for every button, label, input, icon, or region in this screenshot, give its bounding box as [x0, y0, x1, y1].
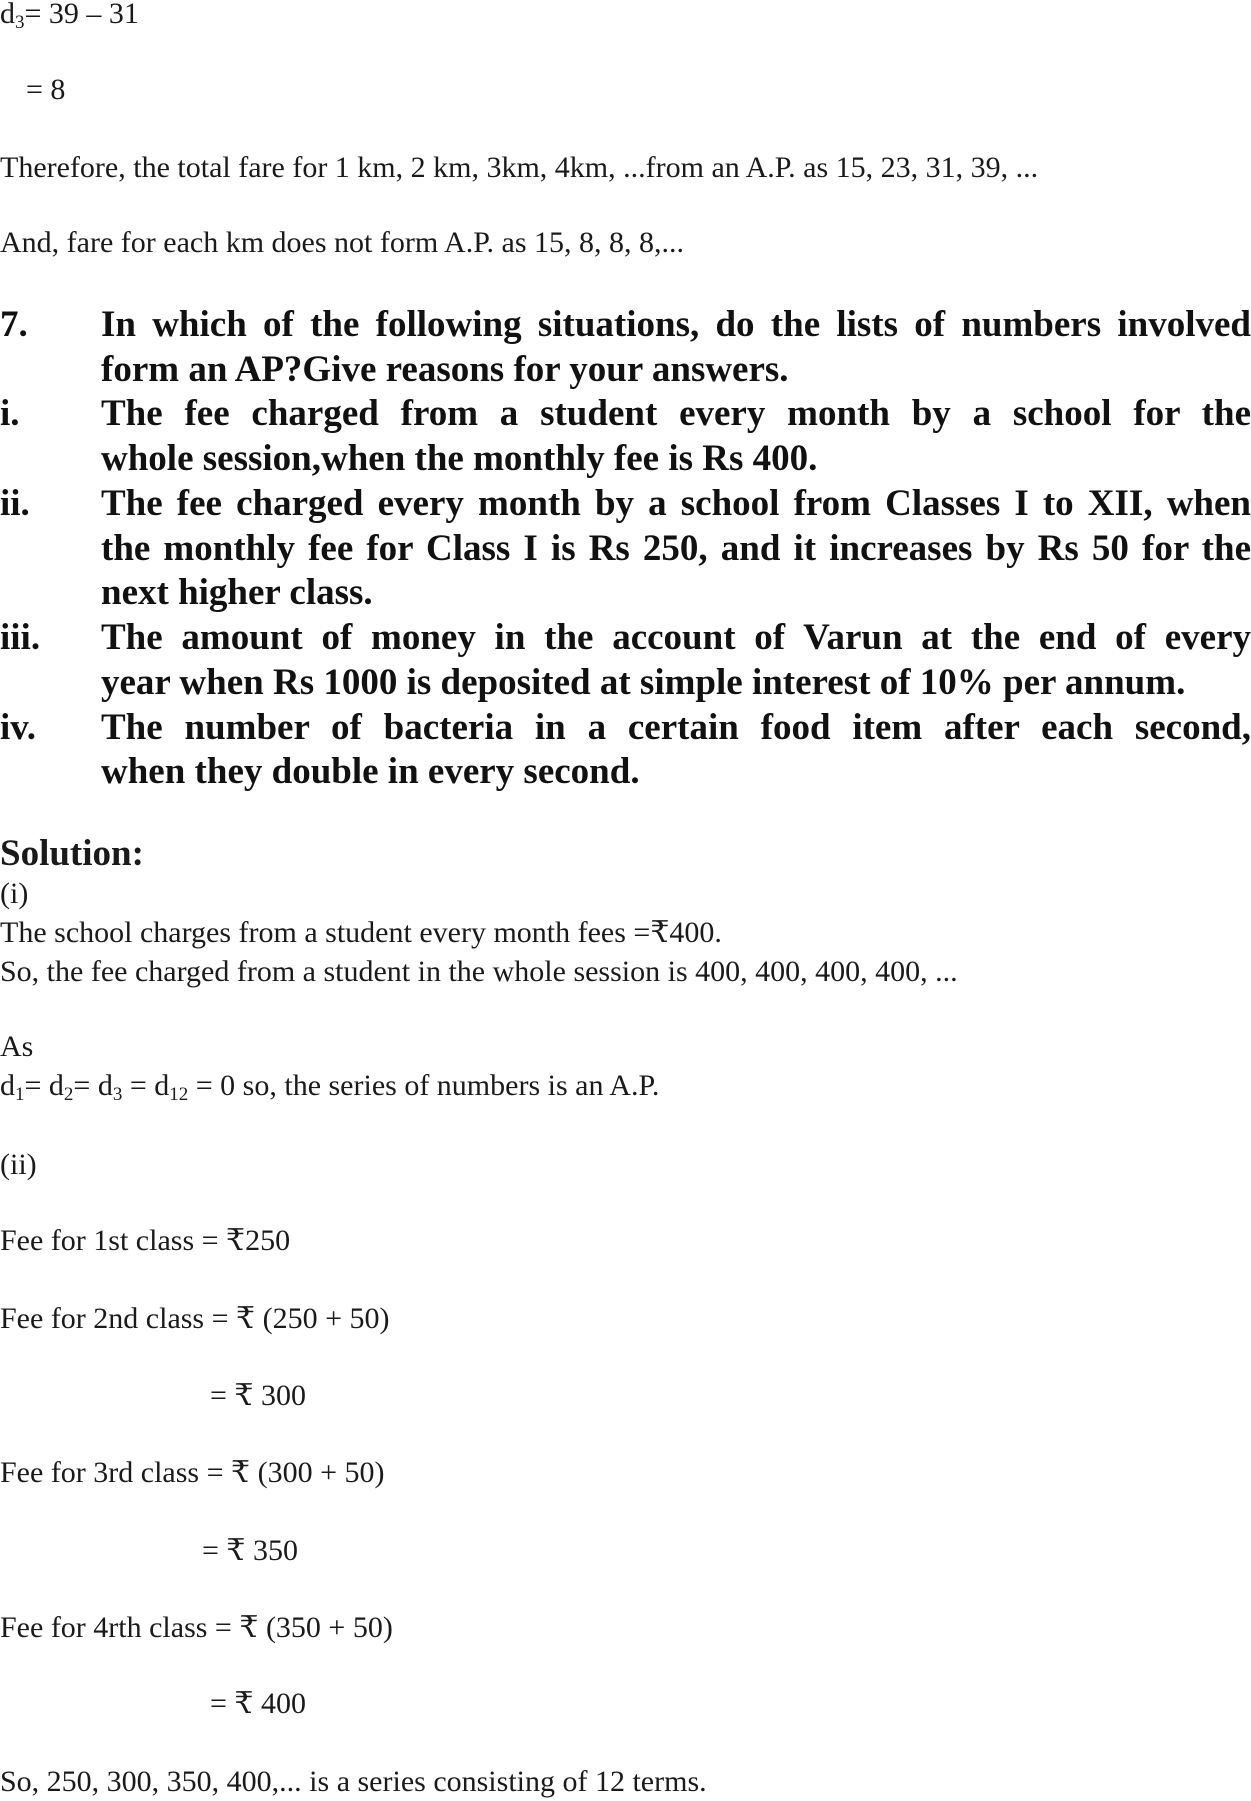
d2-subscript: 2 [63, 1084, 74, 1105]
part-label-iii: iii. [0, 617, 41, 658]
part-iv-line2: when they double in every second. [101, 751, 640, 792]
conclusion-fare-per-km: And, fare for each km does not form A.P. as 15, 8, 8, 8,... [0, 226, 685, 259]
part-ii-line3: next higher class. [101, 572, 373, 613]
part-i-line1: The fee charged from a student every month by a school for the [101, 393, 1251, 434]
question-text-line1: In which of the following situations, do the lists of numbers involved [101, 304, 1251, 345]
d3-equation [0, 0, 139, 31]
part-ii-line1: The fee charged every month by a school from Classes I to XII, when [101, 483, 1251, 524]
part-label-i: i. [0, 393, 20, 434]
d3-subscript: 3 [112, 1084, 123, 1105]
question-text-line2: form an AP?Give reasons for your answers. [101, 349, 789, 390]
fee-4th-result: = ₹ 400 [210, 1687, 307, 1720]
conclusion-total-fare: Therefore, the total fare for 1 km, 2 km, 3km, 4km, ...from an A.P. as 15, 23, 31, 39, ... [0, 151, 1039, 184]
fee-2nd-result: = ₹ 300 [210, 1379, 307, 1412]
solution-i-d-equation: $d_1= d_2= d_3 = d_{12} = 0$ so, the series of numbers is an A.P. [0, 1069, 660, 1105]
part-iii-line1: The amount of money in the account of Varun at the end of every [101, 617, 1251, 658]
d-variable: d [0, 0, 15, 30]
solution-i-as: As [0, 1030, 34, 1063]
d3-expression: = 39 – 31 [24, 0, 139, 30]
part-label-ii: ii. [0, 483, 30, 524]
fee-4th-class: Fee for 4rth class = ₹ (350 + 50) [0, 1611, 393, 1644]
d-equation-tail: = 0 so, the series of numbers is an A.P. [195, 1069, 660, 1102]
series-conclusion: So, 250, 300, 350, 400,... is a series consisting of 12 terms. [0, 1765, 707, 1798]
solution-heading: Solution: [0, 833, 144, 874]
solution-i-line2: So, the fee charged from a student in the whole session is 400, 400, 400, 400, ... [0, 955, 958, 988]
fee-3rd-class: Fee for 3rd class = ₹ (300 + 50) [0, 1456, 385, 1489]
solution-part-i-label: (i) [0, 877, 29, 910]
d-subscript: 3 [15, 12, 25, 33]
question-number: 7. [0, 304, 28, 345]
part-ii-line2: the monthly fee for Class I is Rs 250, and it increases by Rs 50 for the [101, 528, 1251, 569]
fee-1st-class: Fee for 1st class = ₹250 [0, 1224, 291, 1257]
d12-subscript: 12 [169, 1084, 189, 1105]
solution-part-ii-label: (ii) [0, 1148, 37, 1181]
part-iii-line2: year when Rs 1000 is deposited at simple interest of 10% per annum. [101, 662, 1186, 703]
solution-i-line1: The school charges from a student every month fees =₹400. [0, 916, 722, 949]
part-iv-line1: The number of bacteria in a certain food item after each second, [101, 707, 1251, 748]
fee-2nd-class: Fee for 2nd class = ₹ (250 + 50) [0, 1302, 390, 1335]
part-label-iv: iv. [0, 707, 36, 748]
fee-3rd-result: = ₹ 350 [202, 1534, 299, 1567]
d1-subscript: 1 [15, 1084, 25, 1105]
part-i-line2: whole session,when the monthly fee is Rs 400. [101, 438, 818, 479]
d3-result: = 8 [26, 73, 66, 106]
